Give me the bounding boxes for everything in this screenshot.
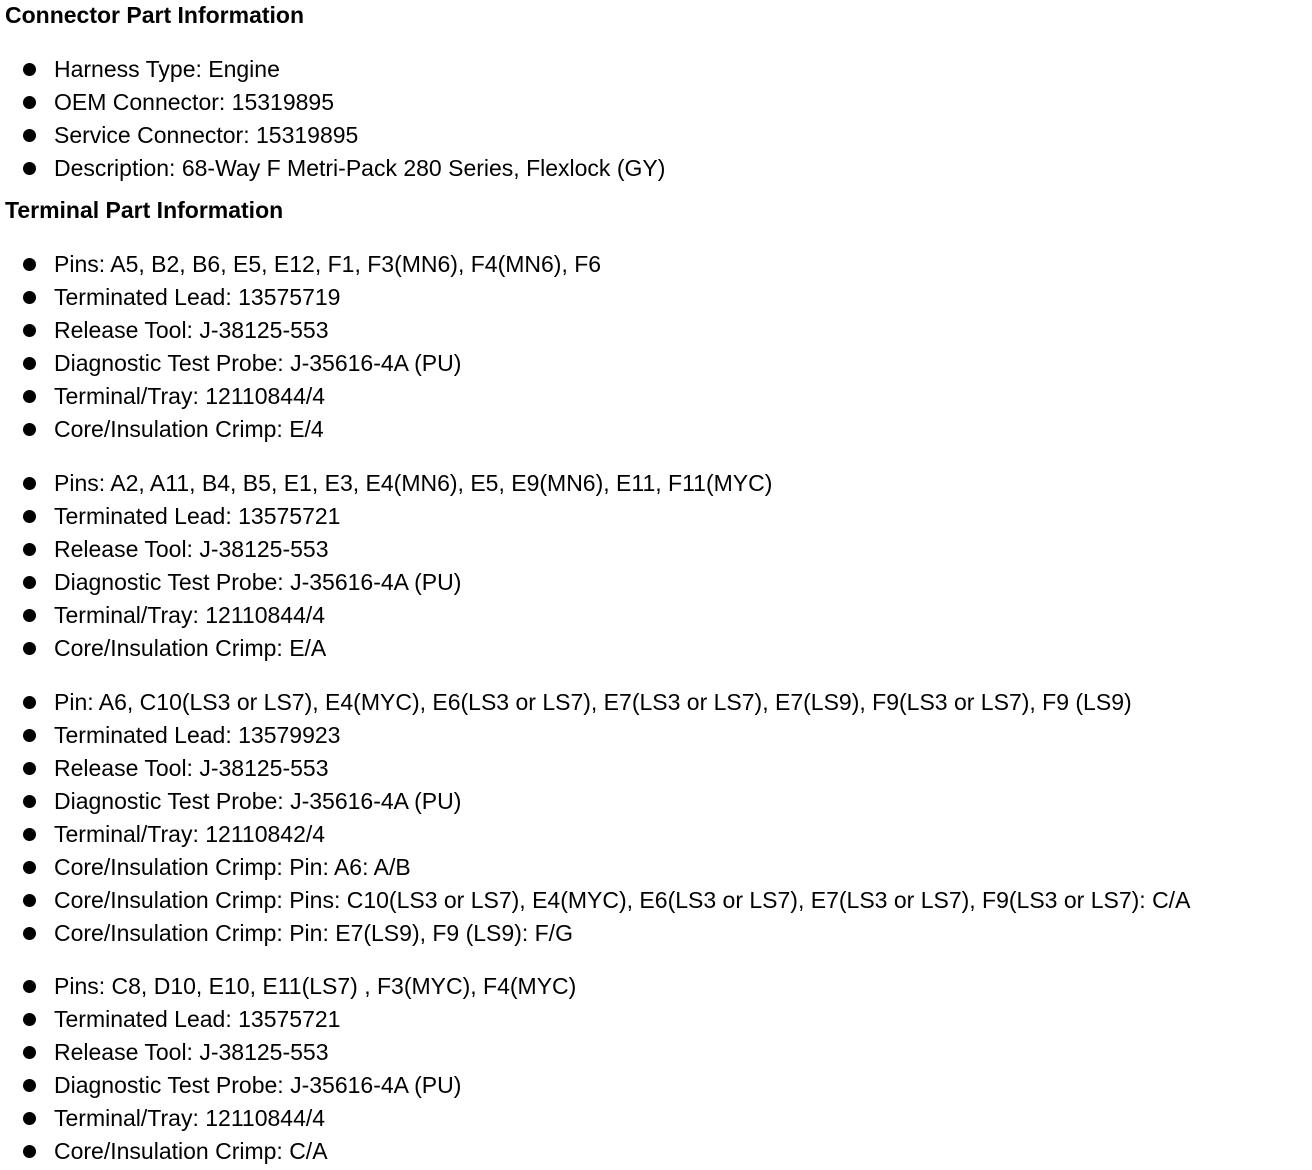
list-item xyxy=(0,119,665,152)
bullet-icon xyxy=(23,762,36,775)
bullet-icon xyxy=(23,258,36,271)
list-item-text: Pins: C8, D10, E10, E11(LS7) , F3(MYC), F4(MYC) xyxy=(54,973,577,999)
list-item xyxy=(0,347,601,380)
terminal-part-heading: Terminal Part Information xyxy=(5,197,284,223)
bullet-icon xyxy=(23,1079,36,1092)
list-item xyxy=(0,413,601,446)
list-item-text: Pin: A6, C10(LS3 or LS7), E4(MYC), E6(LS3 or LS7), E7(LS3 or LS7), E7(LS9), F9(LS3 or LS7), F9 (LS9) xyxy=(54,689,1132,715)
bullet-icon xyxy=(23,96,36,109)
list-item-text: Diagnostic Test Probe: J-35616-4A (PU) xyxy=(54,569,462,595)
list-item xyxy=(0,500,772,533)
list-item xyxy=(0,917,1190,950)
list-item-text: Core/Insulation Crimp: C/A xyxy=(54,1138,328,1164)
list-item-text: Release Tool: J-38125-553 xyxy=(54,536,329,562)
list-item xyxy=(0,314,601,347)
bullet-icon xyxy=(23,324,36,337)
list-item-text: Service Connector: 15319895 xyxy=(54,122,359,148)
list-item xyxy=(0,281,601,314)
list-item xyxy=(0,1003,576,1036)
bullet-icon xyxy=(23,543,36,556)
bullet-icon xyxy=(23,162,36,175)
bullet-icon xyxy=(23,576,36,589)
list-item xyxy=(0,785,1190,818)
list-item-text: Core/Insulation Crimp: Pin: A6: A/B xyxy=(54,854,411,880)
list-item xyxy=(0,818,1190,851)
bullet-icon xyxy=(23,861,36,874)
bullet-icon xyxy=(23,291,36,304)
list-item xyxy=(0,1069,576,1102)
list-item xyxy=(0,1036,576,1069)
bullet-icon xyxy=(23,642,36,655)
list-item xyxy=(0,380,601,413)
list-item-text: Terminated Lead: 13575719 xyxy=(54,284,341,310)
bullet-icon xyxy=(23,927,36,940)
connector-info-list xyxy=(0,53,665,185)
bullet-icon xyxy=(23,423,36,436)
list-item-text: Terminated Lead: 13575721 xyxy=(54,503,341,529)
bullet-icon xyxy=(23,357,36,370)
list-item-text: Core/Insulation Crimp: Pins: C10(LS3 or LS7), E4(MYC), E6(LS3 or LS7), E7(LS3 or LS7), F9(LS3 or LS7): C/A xyxy=(54,887,1191,913)
terminal-group-2-list xyxy=(0,467,772,665)
list-item-text: Pins: A5, B2, B6, E5, E12, F1, F3(MN6), F4(MN6), F6 xyxy=(54,251,602,277)
list-item-text: Terminated Lead: 13575721 xyxy=(54,1006,341,1032)
list-item xyxy=(0,533,772,566)
list-item-text: OEM Connector: 15319895 xyxy=(54,89,335,115)
list-item xyxy=(0,566,772,599)
bullet-icon xyxy=(23,390,36,403)
list-item-text: Terminated Lead: 13579923 xyxy=(54,722,341,748)
list-item xyxy=(0,1102,576,1135)
bullet-icon xyxy=(23,980,36,993)
bullet-icon xyxy=(23,696,36,709)
bullet-icon xyxy=(23,1046,36,1059)
bullet-icon xyxy=(23,1112,36,1125)
list-item-text: Pins: A2, A11, B4, B5, E1, E3, E4(MN6), E5, E9(MN6), E11, F11(MYC) xyxy=(54,470,773,496)
list-item-text: Description: 68-Way F Metri-Pack 280 Series, Flexlock (GY) xyxy=(54,155,666,181)
list-item xyxy=(0,467,772,500)
bullet-icon xyxy=(23,795,36,808)
bullet-icon xyxy=(23,1145,36,1158)
bullet-icon xyxy=(23,729,36,742)
bullet-icon xyxy=(23,828,36,841)
list-item-text: Core/Insulation Crimp: E/4 xyxy=(54,416,324,442)
terminal-group-4-list xyxy=(0,970,576,1168)
list-item-text: Terminal/Tray: 12110842/4 xyxy=(54,821,326,847)
list-item xyxy=(0,1135,576,1168)
bullet-icon xyxy=(23,129,36,142)
connector-part-heading: Connector Part Information xyxy=(5,2,305,28)
terminal-group-3-list xyxy=(0,686,1190,950)
list-item-text: Release Tool: J-38125-553 xyxy=(54,755,329,781)
list-item xyxy=(0,686,1190,719)
list-item-text: Diagnostic Test Probe: J-35616-4A (PU) xyxy=(54,350,462,376)
list-item xyxy=(0,851,1190,884)
bullet-icon xyxy=(23,609,36,622)
list-item-text: Harness Type: Engine xyxy=(54,56,280,82)
list-item-text: Diagnostic Test Probe: J-35616-4A (PU) xyxy=(54,788,462,814)
list-item xyxy=(0,599,772,632)
list-item xyxy=(0,752,1190,785)
terminal-group-1-list xyxy=(0,248,601,446)
list-item xyxy=(0,970,576,1003)
list-item xyxy=(0,53,665,86)
list-item xyxy=(0,884,1190,917)
list-item-text: Release Tool: J-38125-553 xyxy=(54,317,329,343)
list-item-text: Core/Insulation Crimp: Pin: E7(LS9), F9 (LS9): F/G xyxy=(54,920,573,946)
list-item-text: Diagnostic Test Probe: J-35616-4A (PU) xyxy=(54,1072,462,1098)
list-item xyxy=(0,248,601,281)
list-item xyxy=(0,86,665,119)
bullet-icon xyxy=(23,1013,36,1026)
bullet-icon xyxy=(23,477,36,490)
bullet-icon xyxy=(23,510,36,523)
list-item-text: Terminal/Tray: 12110844/4 xyxy=(54,602,326,628)
list-item xyxy=(0,719,1190,752)
list-item xyxy=(0,632,772,665)
list-item-text: Terminal/Tray: 12110844/4 xyxy=(54,383,326,409)
bullet-icon xyxy=(23,894,36,907)
list-item xyxy=(0,152,665,185)
list-item-text: Core/Insulation Crimp: E/A xyxy=(54,635,327,661)
bullet-icon xyxy=(23,63,36,76)
list-item-text: Terminal/Tray: 12110844/4 xyxy=(54,1105,326,1131)
list-item-text: Release Tool: J-38125-553 xyxy=(54,1039,329,1065)
